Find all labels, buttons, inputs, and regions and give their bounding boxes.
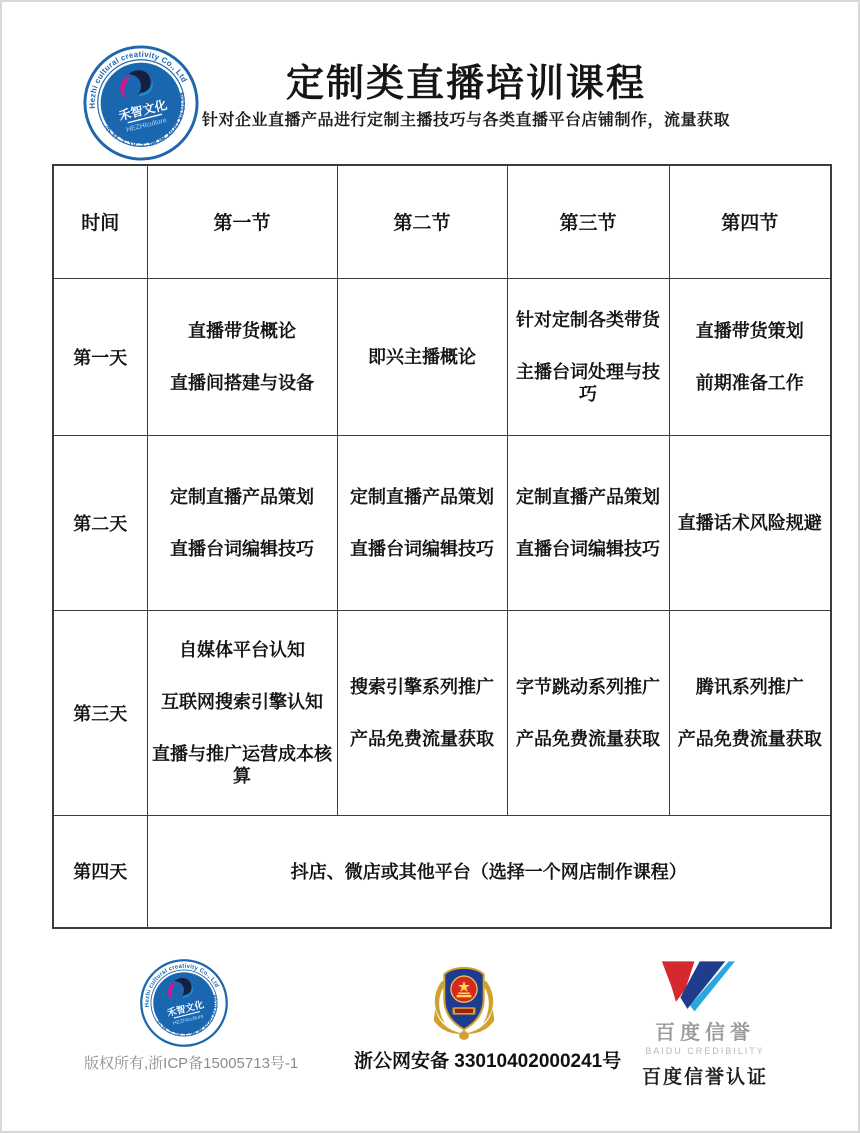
course-cell xyxy=(147,610,337,815)
course-item: 直播带货策划 xyxy=(695,320,804,341)
course-item: 直播台词编辑技巧 xyxy=(350,538,494,559)
table-header-row xyxy=(53,165,831,278)
course-item: 直播带货概论 xyxy=(188,320,296,341)
page-title: 定制类直播培训课程 xyxy=(285,63,646,105)
table-row-day1 xyxy=(53,278,831,435)
course-cell xyxy=(669,278,831,435)
course-item: 直播台词编辑技巧 xyxy=(170,538,314,559)
course-cell xyxy=(147,278,337,435)
hezhi-company-logo-small-icon xyxy=(139,958,229,1048)
table-row-day3 xyxy=(53,610,831,815)
course-item: 定制直播产品策划 xyxy=(350,486,494,507)
course-cell xyxy=(669,610,831,815)
course-item: 产品免费流量获取 xyxy=(350,728,494,749)
course-cell xyxy=(669,435,831,610)
page-subtitle: 针对企业直播产品进行定制主播技巧与各类直播平台店铺制作，流量获取 xyxy=(201,112,730,129)
course-item: 主播台词处理与技巧 xyxy=(516,361,660,404)
course-item: 定制直播产品策划 xyxy=(516,486,660,507)
day-label: 第四天 xyxy=(53,815,147,928)
col-header-session4: 第四节 xyxy=(669,165,831,278)
baidu-credibility-en-label: BAIDU CREDIBILITY xyxy=(645,1046,765,1056)
police-badge-icon xyxy=(427,958,501,1040)
col-header-time: 时间 xyxy=(53,165,147,278)
footer-copyright-block xyxy=(84,958,299,1073)
icp-record-text: 版权所有,浙ICP备15005713号-1 xyxy=(84,1055,299,1072)
course-cell xyxy=(507,610,669,815)
course-item: 即兴主播概论 xyxy=(368,346,476,367)
course-cell xyxy=(337,610,507,815)
course-item: 自媒体平台认知 xyxy=(179,639,305,660)
course-item: 定制直播产品策划 xyxy=(170,486,314,507)
course-item: 字节跳动系列推广 xyxy=(516,676,660,697)
course-item: 针对定制各类带货 xyxy=(516,309,660,330)
course-cell xyxy=(337,278,507,435)
course-item: 搜索引擎系列推广 xyxy=(350,676,494,697)
course-item: 产品免费流量获取 xyxy=(677,728,822,749)
footer-baidu-block xyxy=(615,958,795,1089)
course-item: 产品免费流量获取 xyxy=(516,728,660,749)
course-item: 直播话术风险规避 xyxy=(677,512,822,533)
col-header-session3: 第三节 xyxy=(507,165,669,278)
day-label: 第三天 xyxy=(53,610,147,815)
course-cell xyxy=(337,435,507,610)
course-schedule-table xyxy=(52,164,832,929)
course-item: 直播与推广运营成本核算 xyxy=(152,743,332,786)
footer-police-block xyxy=(354,958,622,1073)
course-item: 直播间搭建与设备 xyxy=(170,372,314,393)
course-item: 互联网搜索引擎认知 xyxy=(161,691,323,712)
day-label: 第二天 xyxy=(53,435,147,610)
col-header-session2: 第二节 xyxy=(337,165,507,278)
course-item: 腾讯系列推广 xyxy=(695,676,804,697)
course-item: 直播台词编辑技巧 xyxy=(516,538,660,559)
baidu-credibility-icon xyxy=(661,958,749,1014)
baidu-certification-text: 百度信誉认证 xyxy=(641,1067,768,1088)
table-row-day2 xyxy=(53,435,831,610)
police-record-text: 浙公网安备 33010402000241号 xyxy=(354,1051,622,1072)
course-cell-merged: 抖店、微店或其他平台（选择一个网店制作课程） xyxy=(147,815,831,928)
day-label: 第一天 xyxy=(53,278,147,435)
course-cell xyxy=(507,435,669,610)
table-row-day4 xyxy=(53,815,831,928)
baidu-credibility-cn-label: 百度信誉 xyxy=(655,1022,755,1044)
col-header-session1: 第一节 xyxy=(147,165,337,278)
course-cell xyxy=(147,435,337,610)
course-cell xyxy=(507,278,669,435)
course-item: 前期准备工作 xyxy=(695,372,804,393)
